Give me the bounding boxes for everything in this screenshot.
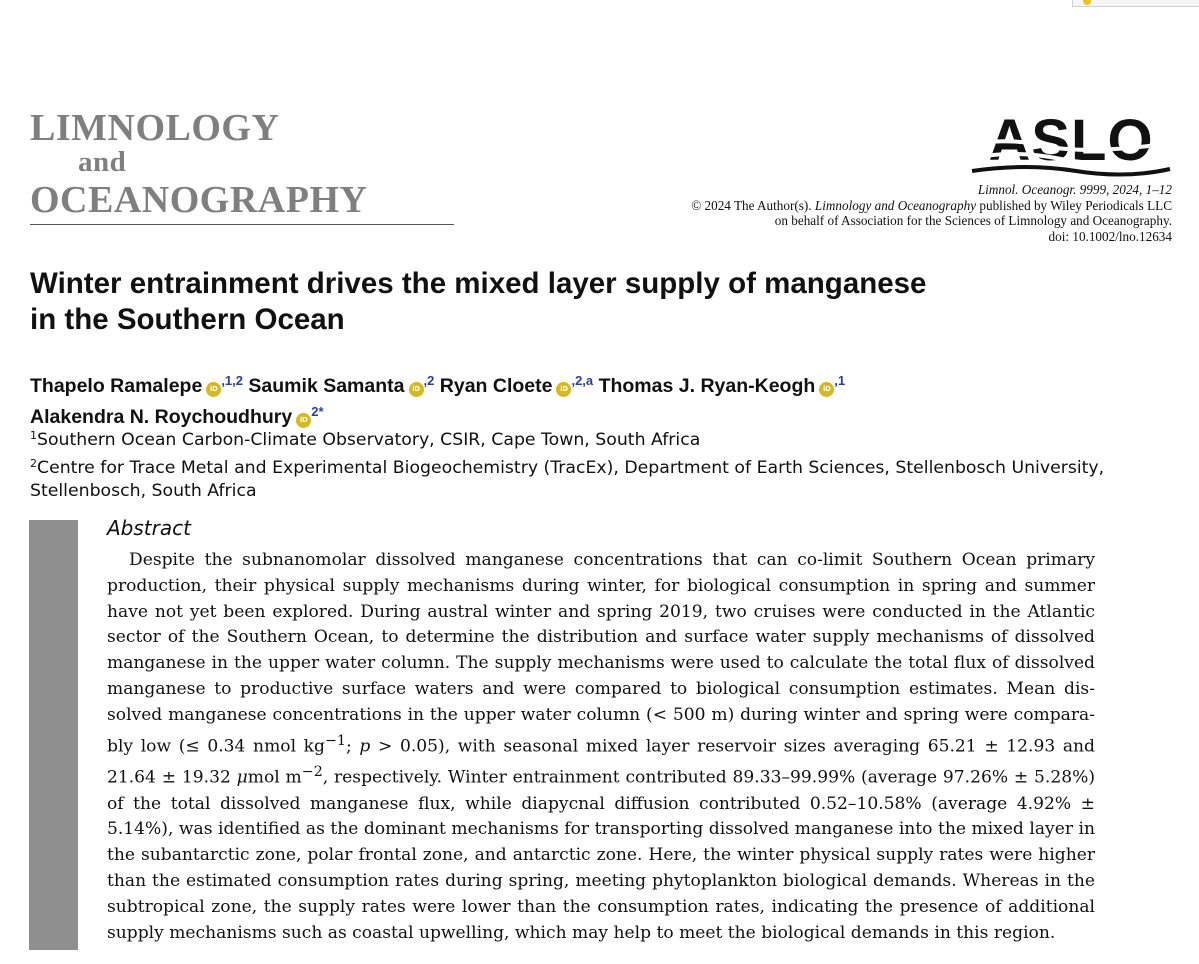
unit-exponent: −1: [324, 732, 346, 749]
author: [599, 375, 846, 397]
journal-logo-rule: [30, 224, 454, 225]
abstract-part-2: ;: [346, 736, 360, 757]
article-title: [30, 266, 1130, 338]
author-affiliation-marker: ,1: [834, 373, 846, 388]
author-name[interactable]: Ryan Cloete: [439, 375, 553, 397]
author: [440, 375, 593, 397]
author-affiliation-marker: ,2,a: [571, 373, 594, 388]
copyright-line: [691, 198, 1172, 214]
doi-link[interactable]: doi: 10.1002/lno.12634: [1048, 228, 1172, 244]
author-affiliation-marker: 2*: [311, 404, 324, 419]
p-value-symbol: p: [359, 736, 371, 757]
affiliation-text: Southern Ocean Carbon-Climate Observatory, CSIR, Cape Town, South Africa: [37, 430, 701, 450]
journal-name-line-1: LIMNOLOGY: [30, 107, 280, 149]
indicator-dot-icon: [1083, 0, 1091, 5]
copyright-suffix: published by Wiley Periodicals LLC: [976, 197, 1172, 213]
author-affiliation-marker: ,2: [423, 373, 435, 388]
abstract-part-4: mol m: [247, 767, 302, 788]
abstract-part-3: > 0.05), with seasonal mixed layer reservoir sizes averaging 65.21 ± 12.93 and 21.64 ± 19.32: [107, 736, 1095, 788]
orcid-icon[interactable]: iD: [296, 413, 311, 428]
title-line-1: Winter entrainment drives the mixed layer supply of manganese: [30, 267, 927, 300]
affiliations: [30, 424, 1180, 503]
affiliation-2: [30, 452, 1180, 503]
top-corner-widget[interactable]: [1072, 0, 1199, 7]
aslo-logo: [966, 108, 1176, 179]
orcid-icon[interactable]: iD: [556, 382, 571, 397]
author-affiliation-marker: ,1,2: [221, 373, 243, 388]
abstract-text: [107, 548, 1095, 946]
micro-symbol: μ: [236, 767, 248, 788]
citation-line: Limnol. Oceanogr. 9999, 2024, 1–12: [977, 182, 1172, 197]
author: [30, 375, 243, 397]
unit-exponent: −2: [301, 764, 323, 781]
author-name[interactable]: Saumik Samanta: [248, 375, 405, 397]
aslo-logo-text: ASLO: [988, 108, 1154, 173]
wave-lines-icon: [966, 113, 1176, 179]
author-name[interactable]: Thomas J. Ryan-Keogh: [598, 375, 816, 397]
abstract-part-5: , respectively. Winter entrainment contributed 89.33–99.99% (average 97.26% ± 5.28%) of the total dissolved manganese flux, while diapycnal diffusion contributed 0.52–10.58% (average 4.92% ± 5.14%), was identified as the dominant mechanisms for transporting dissolved manganese into the mixed layer in the subantarctic zone, polar frontal zone, and antarctic zone. Here, the winter physical supply rates were higher than the estimated consumption rates during spring, meeting phytoplankton biological demands. Whereas in the subtropical zone, the supply rates were lower than the consumption rates, indicating the presence of additional supply mechanisms such as coastal upwelling, which may help to meet the biological demands in this region.: [107, 767, 1095, 943]
journal-name-line-2: and: [78, 146, 127, 178]
author-name[interactable]: Thapelo Ramalepe: [30, 375, 203, 397]
behalf-line: on behalf of Association for the Sciences of Limnology and Oceanography.: [774, 213, 1172, 228]
title-line-2: in the Southern Ocean: [30, 303, 345, 336]
orcid-icon[interactable]: iD: [206, 382, 221, 397]
copyright-journal: Limnology and Oceanography: [814, 197, 977, 213]
author-line-1: [30, 368, 1180, 399]
author: [248, 375, 434, 397]
affiliation-1: [30, 424, 1180, 452]
affiliation-number: 1: [30, 429, 37, 442]
orcid-icon[interactable]: iD: [819, 382, 834, 397]
orcid-icon[interactable]: iD: [409, 382, 424, 397]
journal-name-line-3: OCEANOGRAPHY: [30, 179, 368, 221]
copyright-prefix: © 2024 The Author(s).: [691, 197, 815, 213]
abstract-part-1: Despite the subnanomolar dissolved manganese concentrations that can co-limit Southern Ocean primary production, their physical supply mechanisms during winter, for biological consumption in spring and summer have not yet been explored. During austral winter and spring 2019, two cruises were conducted in the Atlantic sector of the Southern Ocean, to determine the distribution and surface water supply mechanisms of dissolved manganese in the upper water column. The supply mechanisms were used to calculate the total flux of dissolved manganese to productive surface waters and were compared to biological consumption estimates. Mean dissolved manganese concentrations in the upper water column (< 500 m) during winter and spring were comparably low (≤ 0.34 nmol kg: [107, 550, 1095, 757]
affiliation-text: Centre for Trace Metal and Experimental Biogeochemistry (TracEx), Department of Earth Sciences, Stellenbosch University, Stellenbosch, South Africa: [30, 458, 1105, 501]
author-name[interactable]: Alakendra N. Roychoudhury: [30, 406, 293, 428]
author-list: [30, 368, 1180, 430]
affiliation-number: 2: [30, 457, 37, 470]
abstract-side-bar: [29, 520, 78, 950]
article-meta: [691, 182, 1172, 244]
abstract-heading: Abstract: [107, 516, 191, 540]
